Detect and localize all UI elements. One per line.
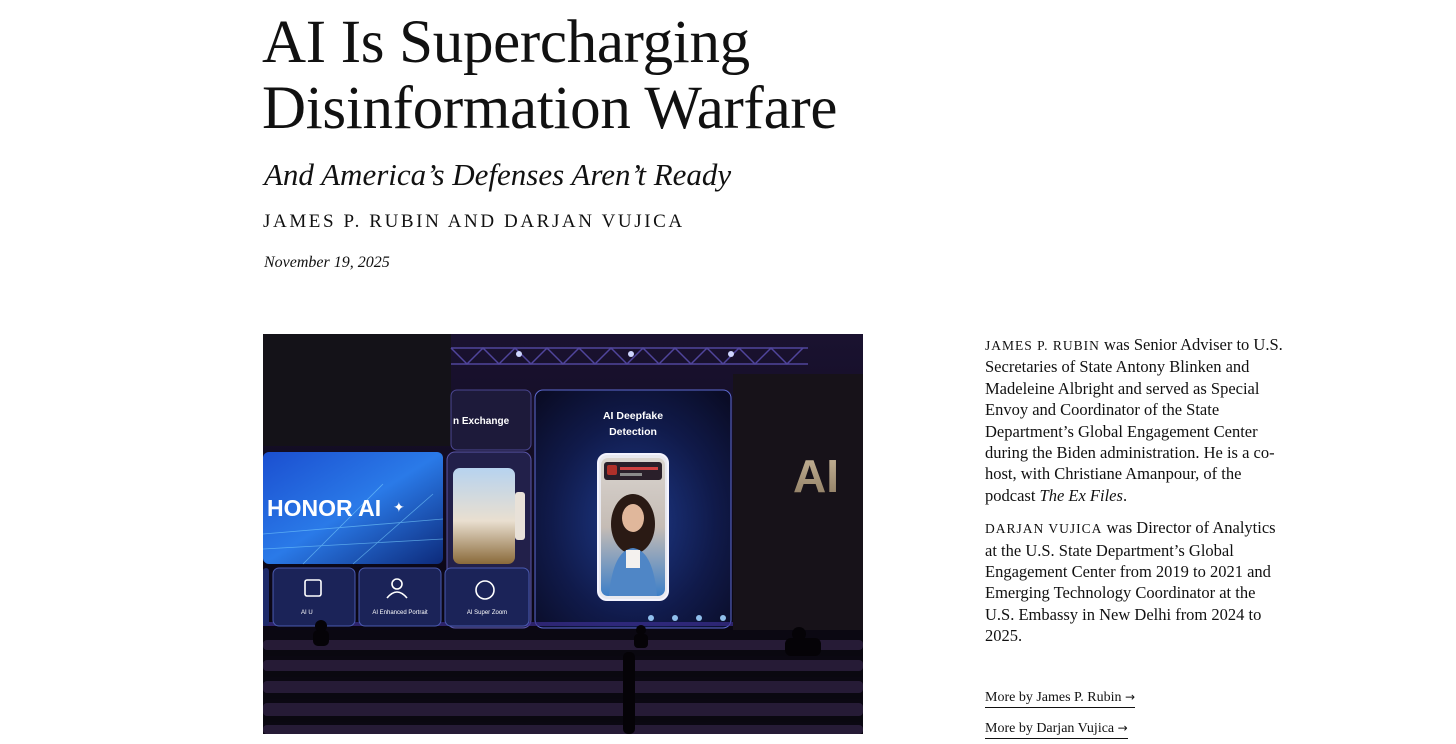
arrow-right-icon: → [1125, 690, 1136, 704]
bio-vujica-text: was Director of Analytics at the U.S. State Department’s Global Engagement Center from 2019 to 2021 and Emerging Technology Coordinator at the U.S. Embassy in New Delhi from 2024 to 2025. [985, 518, 1276, 646]
article-subtitle: And America’s Defenses Aren’t Ready [264, 157, 732, 192]
bio-rubin-text-end: . [1122, 485, 1128, 505]
author-bios [985, 334, 1285, 658]
screen-tile-2-label: AI Enhanced Portrait [372, 610, 428, 616]
screen-deepfake-line2: Detection [609, 426, 657, 438]
arrow-right-icon: → [1117, 721, 1128, 735]
stage-ai-text: AI [793, 450, 839, 502]
screen-deepfake-line1: AI Deepfake [602, 410, 664, 422]
title-line-2: Disinformation Warfare [262, 75, 838, 142]
svg-text:✦: ✦ [393, 500, 405, 516]
article-date: November 19, 2025 [264, 254, 390, 271]
bio-rubin [985, 334, 1285, 506]
title-line-1: AI Is Supercharging [262, 9, 750, 76]
more-by-vujica-link[interactable] [985, 719, 1128, 739]
hero-image [263, 334, 863, 734]
more-by-vujica-label: More by Darjan Vujica [985, 721, 1115, 736]
article-authors: JAMES P. RUBIN AND DARJAN VUJICA [263, 211, 685, 232]
screen-exchange-label: n Exchange [453, 416, 510, 427]
bio-vujica-name: DARJAN VUJICA [985, 521, 1103, 537]
screen-tile-1-label: AI U [301, 610, 313, 616]
bio-vujica [985, 517, 1285, 646]
more-by-rubin-link[interactable] [985, 688, 1135, 708]
more-links [985, 688, 1285, 744]
bio-rubin-podcast: The Ex Files [1039, 485, 1123, 505]
bio-rubin-name: JAMES P. RUBIN [985, 338, 1100, 353]
screen-tile-3-label: AI Super Zoom [466, 610, 508, 616]
screen-honor-ai-label: HONOR AI [267, 495, 382, 521]
article-title [262, 10, 962, 142]
bio-rubin-text: was Senior Adviser to U.S. Secretaries of State Antony Blinken and Madeleine Albright and served as Special Envoy and Coordinator of the State Department’s Global Engagement Center during the Biden administration. He is a co-host, with Christiane Amanpour, of the podcast [985, 335, 1283, 505]
more-by-rubin-label: More by James P. Rubin [985, 690, 1122, 705]
